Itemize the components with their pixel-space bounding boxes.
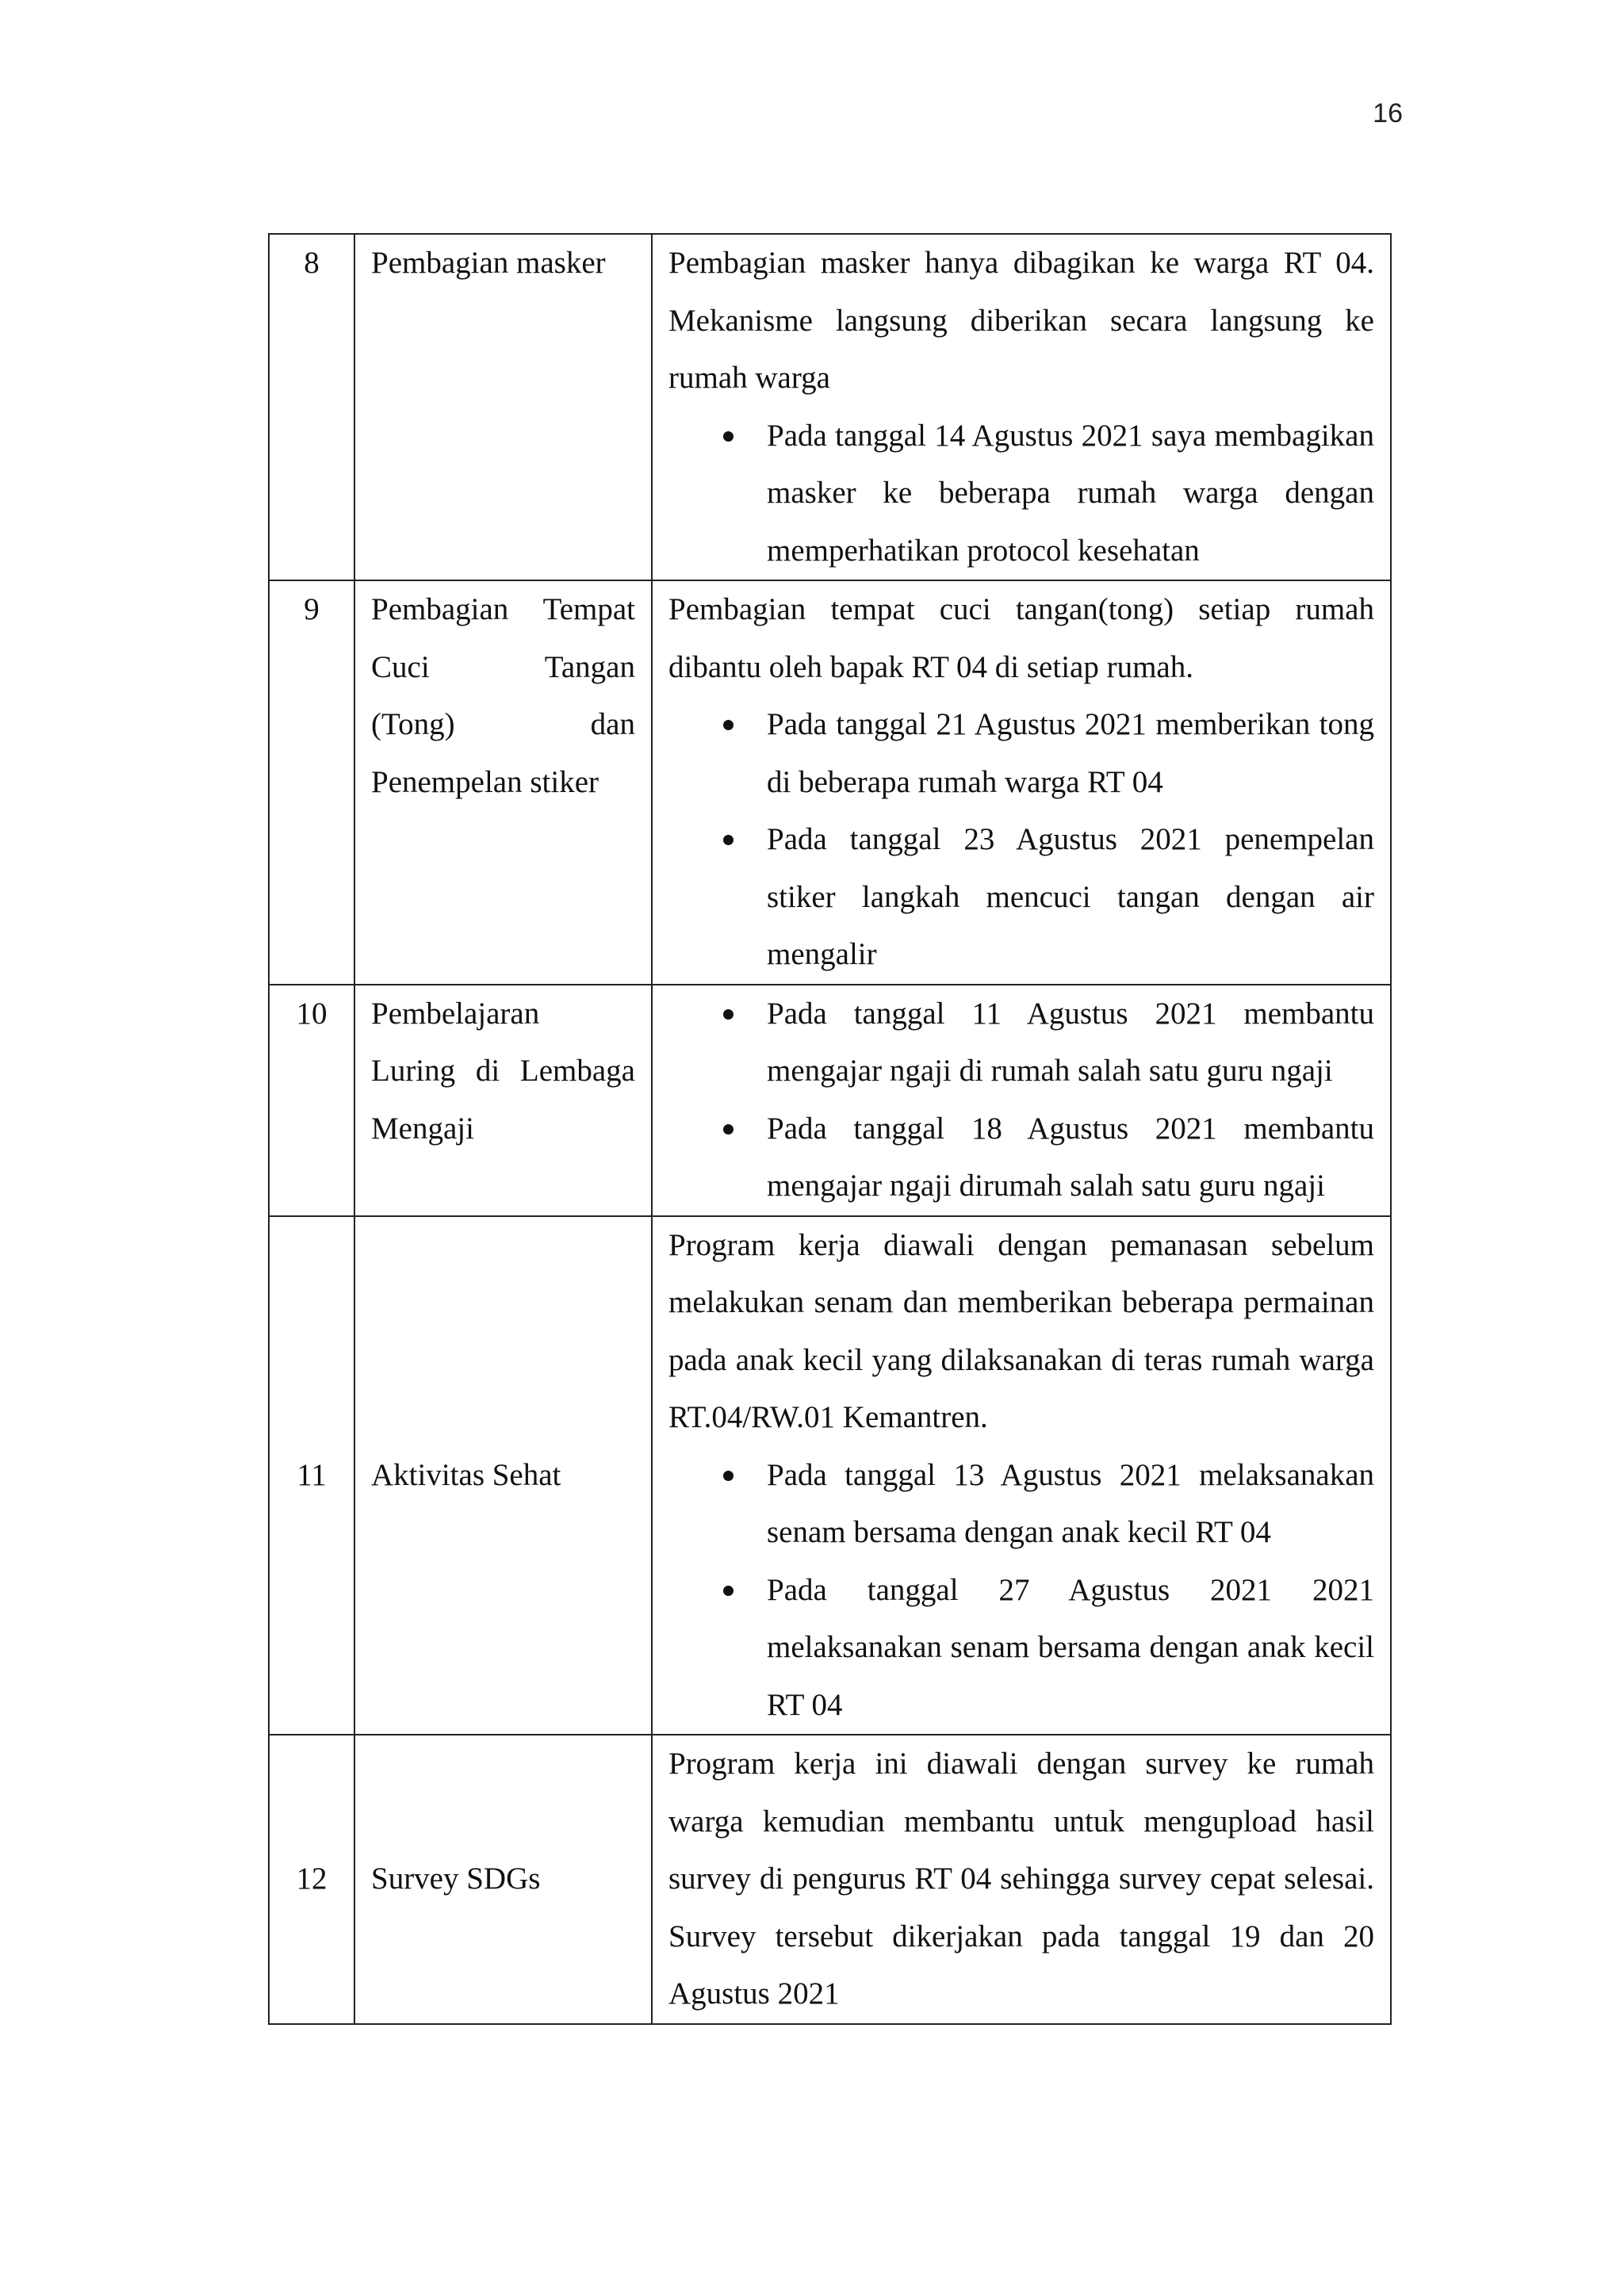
- activity-name: Survey SDGs: [354, 1735, 652, 2024]
- activity-name-line: Pembelajaran: [371, 996, 540, 1031]
- activity-name-line: Mengaji: [371, 1111, 474, 1146]
- activity-details: [652, 985, 1391, 1216]
- activity-name-line: Cuci Tangan: [371, 649, 635, 684]
- row-number: 8: [269, 234, 354, 580]
- activity-details: [652, 1216, 1391, 1735]
- page-number: 16: [1373, 98, 1403, 128]
- activity-description: Program kerja diawali dengan pemanasan sebelum melakukan senam dan memberikan beberapa permainan pada anak kecil yang dilaksanakan di teras rumah warga RT.04/RW.01 Kemantren.: [668, 1227, 1374, 1434]
- activity-name: Aktivitas Sehat: [354, 1216, 652, 1735]
- row-number: 9: [269, 580, 354, 985]
- activity-details: [652, 1735, 1391, 2024]
- bullet-list: [668, 1447, 1374, 1735]
- activity-name-line: Penempelan stiker: [371, 764, 599, 799]
- row-number: 12: [269, 1735, 354, 2024]
- table-row: [269, 1735, 1391, 2024]
- activity-name-line: Pembagian Tempat: [371, 592, 635, 626]
- activity-name: Pembagian masker: [354, 234, 652, 580]
- activity-description: Pembagian masker hanya dibagikan ke warga RT 04. Mekanisme langsung diberikan secara langsung ke rumah warga: [668, 246, 1374, 395]
- activity-name-line: Luring di Lembaga: [371, 1054, 635, 1088]
- table-row: [269, 1216, 1391, 1735]
- activity-name: [354, 580, 652, 985]
- bullet-item: Pada tanggal 27 Agustus 2021 2021 melaksanakan senam bersama dengan anak kecil RT 04: [767, 1562, 1374, 1735]
- activity-name-line: (Tong) dan: [371, 707, 635, 741]
- activity-name: [354, 985, 652, 1216]
- bullet-list: [668, 696, 1374, 984]
- activity-details: [652, 234, 1391, 580]
- activity-description: Program kerja ini diawali dengan survey ke rumah warga kemudian membantu untuk mengupload hasil survey di pengurus RT 04 sehingga survey cepat selesai. Survey tersebut dikerjakan pada tanggal 19 dan 20 Agustus 2021: [668, 1747, 1374, 2011]
- bullet-item: Pada tanggal 18 Agustus 2021 membantu mengajar ngaji dirumah salah satu guru ngaji: [767, 1100, 1374, 1215]
- table-row: [269, 985, 1391, 1216]
- bullet-item: Pada tanggal 23 Agustus 2021 penempelan stiker langkah mencuci tangan dengan air mengalir: [767, 811, 1374, 984]
- bullet-item: Pada tanggal 21 Agustus 2021 memberikan tong di beberapa rumah warga RT 04: [767, 696, 1374, 811]
- row-number: 10: [269, 985, 354, 1216]
- bullet-list: [668, 985, 1374, 1215]
- bullet-item: Pada tanggal 11 Agustus 2021 membantu mengajar ngaji di rumah salah satu guru ngaji: [767, 985, 1374, 1100]
- bullet-item: Pada tanggal 13 Agustus 2021 melaksanakan senam bersama dengan anak kecil RT 04: [767, 1447, 1374, 1562]
- bullet-item: Pada tanggal 14 Agustus 2021 saya membagikan masker ke beberapa rumah warga dengan memperhatikan protocol kesehatan: [767, 408, 1374, 580]
- bullet-list: [668, 408, 1374, 580]
- table-row: [269, 580, 1391, 985]
- row-number: 11: [269, 1216, 354, 1735]
- activity-details: [652, 580, 1391, 985]
- activity-description: Pembagian tempat cuci tangan(tong) setiap rumah dibantu oleh bapak RT 04 di setiap rumah.: [668, 592, 1374, 684]
- table-row: [269, 234, 1391, 580]
- activity-table: [268, 233, 1392, 2025]
